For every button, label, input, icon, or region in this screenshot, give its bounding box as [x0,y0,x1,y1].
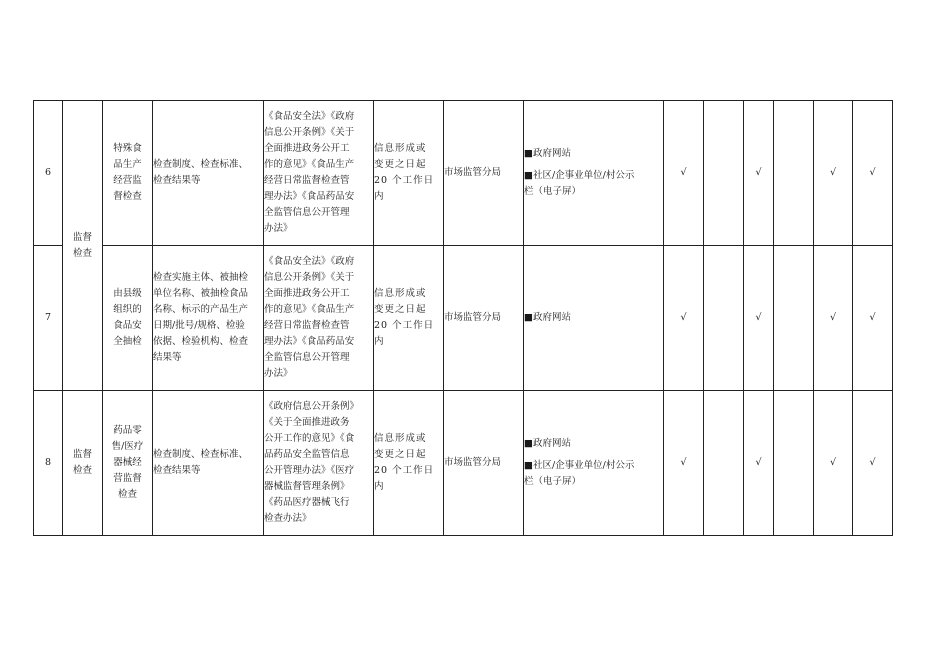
row-number: 7 [34,246,63,391]
category-cell: 监督 检查 [63,391,103,536]
check-cell [774,391,814,536]
check-cell [774,246,814,391]
check-cell: √ [664,246,704,391]
table-row [34,101,893,246]
category-cell: 监督 检查 [63,101,103,391]
time-limit-cell: 信息形成或 变更之日起 20 个工作日 内 [374,246,444,391]
time-limit-cell: 信息形成或 变更之日起 20 个工作日 内 [374,391,444,536]
basis-cell: 《政府信息公开条例》 《关于全面推进政务 公开工作的意见》《食 品药品安全监管信息 公开管理办法》《医疗 器械监督管理条例》 《药品医疗器械飞行 检查办法》 [264,391,374,536]
check-cell: √ [853,101,893,246]
check-cell: √ [814,246,853,391]
channel-item: ■社区/企事业单位/村公示 栏（电子屏） [524,170,635,197]
row-number: 6 [34,101,63,246]
channel-item: ■社区/企事业单位/村公示 栏（电子屏） [524,460,635,487]
content-cell: 检查实施主体、被抽检 单位名称、被抽检食品 名称、标示的产品生产 日期/批号/规格、检验 依据、检验机构、检查 结果等 [153,246,264,391]
basis-cell: 《食品安全法》《政府 信息公开条例》《关于 全面推进政务公开工 作的意见》《食品生产 经营日常监督检查管 理办法》《食品药品安 全监管信息公开管理 办法》 [264,101,374,246]
check-cell: √ [744,246,774,391]
check-cell: √ [664,101,704,246]
check-cell: √ [814,101,853,246]
check-cell: √ [744,101,774,246]
channel-item: ■政府网站 [524,438,571,449]
table-row [34,391,893,536]
channel-cell [524,101,664,246]
channel-cell [524,246,664,391]
check-cell [704,246,744,391]
table-row [34,246,893,391]
content-cell: 检查制度、检查标准、 检查结果等 [153,101,264,246]
item-cell: 由县级 组织的 食品安 全抽检 [103,246,153,391]
disclosure-table [33,100,893,536]
department-cell: 市场监管分局 [444,246,524,391]
check-cell: √ [664,391,704,536]
item-cell: 药品零 售/医疗 器械经 营监督 检查 [103,391,153,536]
check-cell [704,391,744,536]
check-cell: √ [814,391,853,536]
channel-item: ■政府网站 [524,312,571,323]
channel-cell [524,391,664,536]
check-cell: √ [853,246,893,391]
department-cell: 市场监管分局 [444,391,524,536]
check-cell: √ [744,391,774,536]
content-cell: 检查制度、检查标准、 检查结果等 [153,391,264,536]
basis-cell: 《食品安全法》《政府 信息公开条例》《关于 全面推进政务公开工 作的意见》《食品生产 经营日常监督检查管 理办法》《食品药品安 全监管信息公开管理 办法》 [264,246,374,391]
row-number: 8 [34,391,63,536]
channel-item: ■政府网站 [524,148,571,159]
item-cell: 特殊食 品生产 经营监 督检查 [103,101,153,246]
check-cell: √ [853,391,893,536]
department-cell: 市场监管分局 [444,101,524,246]
check-cell [774,101,814,246]
time-limit-cell: 信息形成或 变更之日起 20 个工作日 内 [374,101,444,246]
check-cell [704,101,744,246]
